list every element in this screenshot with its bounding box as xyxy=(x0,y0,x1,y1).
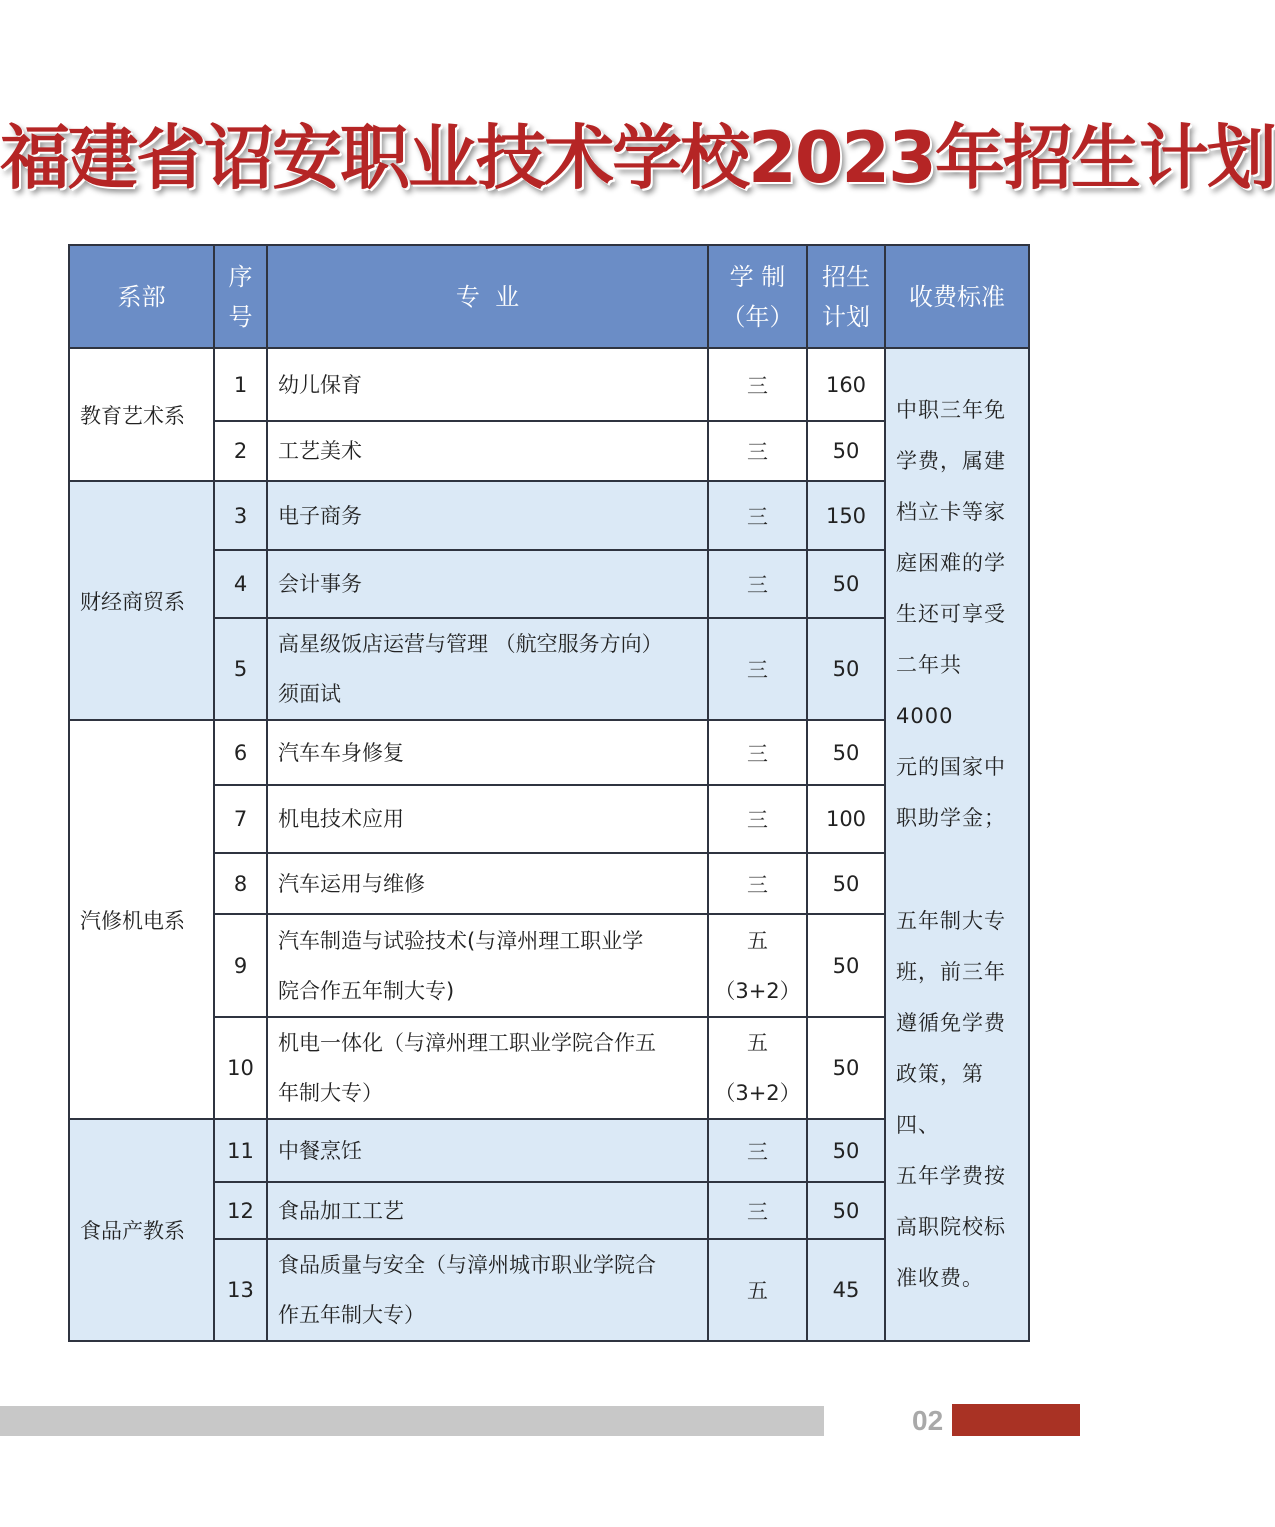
seq-cell: 13 xyxy=(214,1239,267,1341)
seq-cell: 9 xyxy=(214,914,267,1017)
plan-cell: 50 xyxy=(807,720,885,785)
plan-cell: 50 xyxy=(807,550,885,618)
dept-cell: 食品产教系 xyxy=(69,1119,214,1341)
fee-line: 遵循免学费 xyxy=(896,1011,1006,1035)
years-cell: 三 xyxy=(708,1182,807,1239)
seq-cell: 1 xyxy=(214,348,267,421)
fee-line: 学费，属建 xyxy=(896,449,1006,473)
plan-cell: 150 xyxy=(807,481,885,550)
header-years xyxy=(708,245,807,348)
header-plan xyxy=(807,245,885,348)
years-cell: 三 xyxy=(708,720,807,785)
plan-cell: 50 xyxy=(807,1182,885,1239)
years-cell: 三 xyxy=(708,550,807,618)
years-cell: 五 xyxy=(708,1239,807,1341)
years-line: 五 xyxy=(747,1031,768,1055)
years-cell: 三 xyxy=(708,785,807,853)
header-seq-line2: 号 xyxy=(228,302,253,331)
major-line: 食品质量与安全（与漳州城市职业学院合 xyxy=(278,1253,656,1277)
seq-cell: 3 xyxy=(214,481,267,550)
plan-cell: 50 xyxy=(807,618,885,720)
seq-cell: 7 xyxy=(214,785,267,853)
years-line: 五 xyxy=(747,928,768,953)
plan-cell: 100 xyxy=(807,785,885,853)
major-cell: 机电技术应用 xyxy=(267,785,708,853)
page-title: 福建省诏安职业技术学校2023年招生计划 xyxy=(0,117,1275,199)
major-line: 年制大专） xyxy=(278,1081,383,1105)
fee-line: 五年学费按 xyxy=(896,1164,1006,1188)
major-cell: 幼儿保育 xyxy=(267,348,708,421)
seq-cell: 12 xyxy=(214,1182,267,1239)
seq-cell: 2 xyxy=(214,421,267,481)
years-cell: 三 xyxy=(708,618,807,720)
footer-accent-bar xyxy=(952,1404,1080,1436)
header-seq-line1: 序 xyxy=(228,262,253,291)
enrollment-table xyxy=(68,244,1030,1342)
header-plan-line2: 计划 xyxy=(822,302,870,331)
major-cell xyxy=(267,914,708,1017)
header-seq xyxy=(214,245,267,348)
fee-line: 档立卡等家 xyxy=(896,500,1006,524)
plan-cell: 160 xyxy=(807,348,885,421)
major-cell: 汽车车身修复 xyxy=(267,720,708,785)
major-cell xyxy=(267,1239,708,1341)
header-major: 专 业 xyxy=(267,245,708,348)
major-cell: 会计事务 xyxy=(267,550,708,618)
years-line: （3+2） xyxy=(714,1081,801,1105)
header-dept: 系部 xyxy=(69,245,214,348)
page-number: 02 xyxy=(912,1405,944,1436)
major-line: 须面试 xyxy=(278,682,341,706)
fee-line: 二年共 4000 xyxy=(896,653,962,728)
header-fee: 收费标准 xyxy=(885,245,1029,348)
fee-line: 班，前三年 xyxy=(896,960,1006,984)
table-header-row xyxy=(69,245,1029,348)
major-line: 机电一体化（与漳州理工职业学院合作五 xyxy=(278,1031,656,1055)
fee-gap xyxy=(896,844,1018,896)
major-cell: 汽车运用与维修 xyxy=(267,853,708,914)
plan-cell: 50 xyxy=(807,1017,885,1119)
plan-cell: 50 xyxy=(807,914,885,1017)
seq-cell: 10 xyxy=(214,1017,267,1119)
dept-cell: 财经商贸系 xyxy=(69,481,214,720)
major-line: 院合作五年制大专) xyxy=(278,978,455,1003)
seq-cell: 5 xyxy=(214,618,267,720)
header-plan-line1: 招生 xyxy=(822,262,870,291)
major-line: 高星级饭店运营与管理 （航空服务方向） xyxy=(278,632,663,656)
table-row xyxy=(69,348,1029,421)
years-line: （3+2） xyxy=(714,978,801,1003)
seq-cell: 4 xyxy=(214,550,267,618)
years-cell: 三 xyxy=(708,481,807,550)
plan-cell: 45 xyxy=(807,1239,885,1341)
fee-line: 元的国家中 xyxy=(896,755,1006,779)
major-cell xyxy=(267,1017,708,1119)
major-cell: 工艺美术 xyxy=(267,421,708,481)
footer-bar xyxy=(0,1406,824,1436)
fee-cell xyxy=(885,348,1029,1341)
dept-cell: 教育艺术系 xyxy=(69,348,214,481)
fee-line: 准收费。 xyxy=(896,1266,984,1290)
fee-line: 政策，第四、 xyxy=(896,1062,984,1137)
major-cell: 食品加工工艺 xyxy=(267,1182,708,1239)
seq-cell: 6 xyxy=(214,720,267,785)
years-cell: 三 xyxy=(708,853,807,914)
seq-cell: 8 xyxy=(214,853,267,914)
years-cell: 三 xyxy=(708,421,807,481)
years-cell xyxy=(708,914,807,1017)
fee-line: 生还可享受 xyxy=(896,602,1006,626)
fee-line: 高职院校标 xyxy=(896,1215,1006,1239)
fee-line: 中职三年免 xyxy=(896,398,1006,422)
years-cell xyxy=(708,1017,807,1119)
fee-line: 五年制大专 xyxy=(896,909,1006,933)
major-cell: 电子商务 xyxy=(267,481,708,550)
header-years-line1: 学 制 xyxy=(729,262,786,291)
fee-line: 职助学金； xyxy=(896,806,1006,830)
seq-cell: 11 xyxy=(214,1119,267,1182)
plan-cell: 50 xyxy=(807,421,885,481)
major-line: 汽车制造与试验技术(与漳州理工职业学 xyxy=(278,928,644,953)
dept-cell: 汽修机电系 xyxy=(69,720,214,1119)
plan-cell: 50 xyxy=(807,853,885,914)
header-years-line2: （年） xyxy=(721,302,794,331)
major-line: 作五年制大专） xyxy=(278,1303,425,1327)
major-cell: 中餐烹饪 xyxy=(267,1119,708,1182)
years-cell: 三 xyxy=(708,348,807,421)
fee-line: 庭困难的学 xyxy=(896,551,1006,575)
major-cell xyxy=(267,618,708,720)
plan-cell: 50 xyxy=(807,1119,885,1182)
years-cell: 三 xyxy=(708,1119,807,1182)
